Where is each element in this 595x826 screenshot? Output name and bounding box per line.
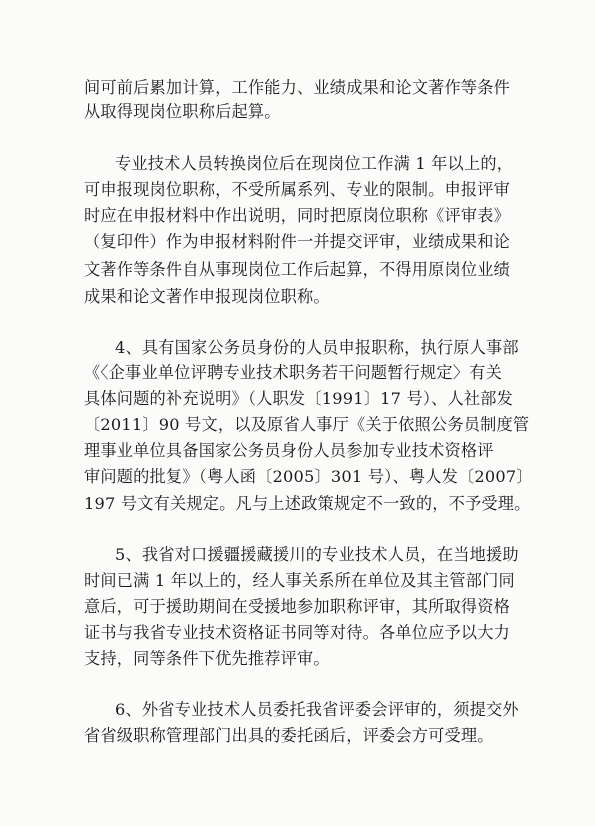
paragraph-2-line-2: 可申报现岗位职称，不受所属系列、专业的限制。申报评审	[84, 180, 511, 199]
paragraph-4-line-5: 支持，同等条件下优先推荐评审。	[84, 649, 330, 668]
paragraph-3-line-7: 197 号文有关规定。凡与上述政策规定不一致的，不予受理。	[84, 494, 531, 513]
paragraph-4-line-2: 时间已满 1 年以上的，经人事关系所在单位及其主管部门同	[84, 571, 515, 590]
paragraph-3-line-3: 具体问题的补充说明》（人职发〔1991〕17 号）、人社部发	[84, 389, 514, 408]
paragraph-3-line-2: 《〈企事业单位评聘专业技术职务若干问题暂行规定〉有关	[84, 363, 502, 382]
paragraph-2-line-1: 专业技术人员转换岗位后在现岗位工作满 1 年以上的，	[115, 154, 514, 173]
paragraph-1-line-1: 间可前后累加计算，工作能力、业绩成果和论文著作等条件	[84, 78, 511, 97]
paragraph-4-line-3: 意后，可于援助期间在受援地参加职称评审，其所取得资格	[84, 597, 511, 616]
paragraph-5-line-1: 6、外省专业技术人员委托我省评委会评审的，须提交外	[115, 700, 519, 719]
paragraph-4-line-4: 证书与我省专业技术资格证书同等对待。各单位应予以大力	[84, 623, 511, 642]
paragraph-3-line-6: 审问题的批复》（粤人函〔2005〕301 号）、粤人发〔2007〕	[84, 467, 533, 486]
paragraph-1-line-2: 从取得现岗位职称后起算。	[84, 102, 281, 121]
paragraph-2-line-4: （复印件）作为申报材料附件一并提交评审，业绩成果和论	[84, 232, 511, 251]
paragraph-2-line-6: 成果和论文著作申报现岗位职称。	[84, 287, 330, 306]
paragraph-4-line-1: 5、我省对口援疆援藏援川的专业技术人员，在当地援助	[115, 545, 519, 564]
paragraph-5-line-2: 省省级职称管理部门出具的委托函后，评委会方可受理。	[84, 726, 494, 745]
paragraph-2-line-3: 时应在申报材料中作出说明，同时把原岗位职称《评审表》	[84, 206, 511, 225]
paragraph-3-line-5: 理事业单位具备国家公务员身份人员参加专业技术资格评	[84, 441, 494, 460]
paragraph-2-line-5: 文著作等条件自从事现岗位工作后起算，不得用原岗位业绩	[84, 260, 511, 279]
paragraph-3-line-4: 〔2011〕90 号文，以及原省人事厅《关于依照公务员制度管	[84, 415, 530, 434]
paragraph-3-line-1: 4、具有国家公务员身份的人员申报职称，执行原人事部	[115, 338, 519, 357]
